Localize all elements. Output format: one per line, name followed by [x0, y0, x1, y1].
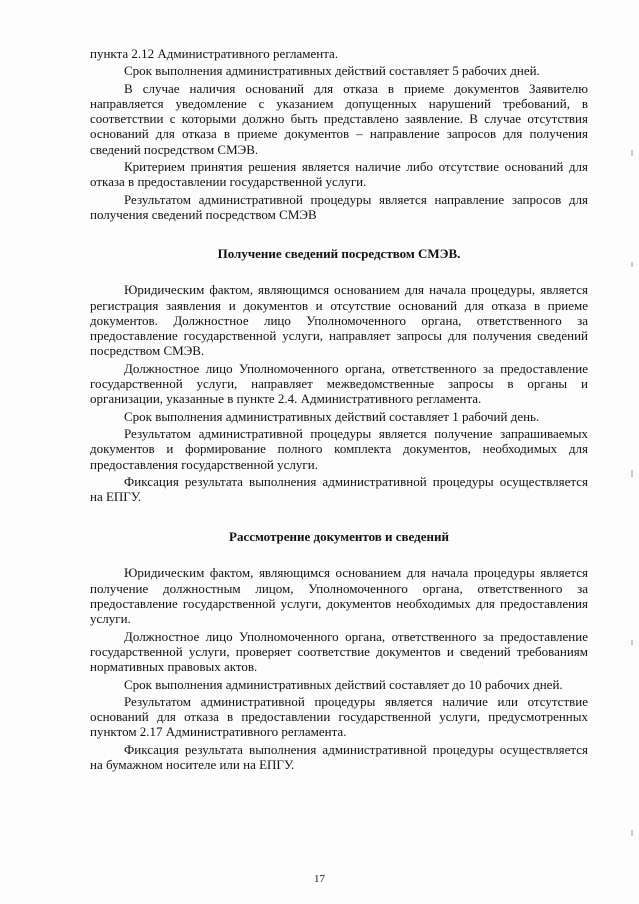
scan-artifact	[631, 150, 633, 156]
scan-artifact	[631, 470, 633, 477]
paragraph: Фиксация результата выполнения административной процедуры осуществляется на ЕПГУ.	[90, 473, 588, 505]
scan-artifact	[631, 640, 633, 645]
section-heading: Рассмотрение документов и сведений	[229, 529, 449, 545]
paragraph: Должностное лицо Уполномоченного органа, ответственного за предоставление государственной услуги, проверяет соответствие документов и сведений требованиям нормативных правовых актов.	[90, 628, 588, 675]
paragraph: пункта 2.12 Административного регламента.	[90, 46, 339, 61]
paragraph: Юридическим фактом, являющимся основанием для начала процедуры, является регистрация заявления и документов и отсутствие оснований для отказа в приеме документов. Должностное лицо Уполномоченного органа, ответственного за предоставление государственной услуги, направляет запросы для получения сведений посредством СМЭВ.	[90, 282, 588, 359]
paragraph: Результатом административной процедуры является получение запрашиваемых документов и формирование полного комплекта документов, необходимых для предоставления государственной услуги.	[90, 425, 588, 472]
section-heading: Получение сведений посредством СМЭВ.	[217, 246, 461, 262]
scan-artifact	[631, 262, 633, 267]
scan-artifact	[631, 830, 633, 836]
paragraph: Должностное лицо Уполномоченного органа, ответственного за предоставление государственной услуги, направляет межведомственные запросы в органы и организации, указанные в пункте 2.4. Административного регламента.	[90, 360, 588, 407]
paragraph: Критерием принятия решения является наличие либо отсутствие оснований для отказа в предоставлении государственной услуги.	[90, 159, 588, 190]
paragraph: Фиксация результата выполнения административной процедуры осуществляется на бумажном носителе или на ЕПГУ.	[90, 741, 588, 772]
paragraph: Срок выполнения административных действий составляет 5 рабочих дней.	[124, 63, 540, 79]
paragraph: В случае наличия оснований для отказа в приеме документов Заявителю направляется уведомление с указанием допущенных нарушений требований, в соответствии с которыми должно быть представлено заявление. В случае отсутствия оснований для отказа в приеме документов – направление запросов для получения сведений посредством СМЭВ.	[90, 80, 588, 157]
paragraph: Срок выполнения административных действий составляет 1 рабочий день.	[124, 408, 540, 424]
paragraph: Юридическим фактом, являющимся основанием для начала процедуры является получение должностным лицом, Уполномоченного органа, ответственного за предоставление государственной услуги, документов необходимых для предоставления услуги.	[90, 565, 588, 627]
document-body	[90, 46, 588, 772]
paragraph: Результатом административной процедуры является направление запросов для получения сведений посредством СМЭВ	[90, 191, 588, 222]
page-number: 17	[314, 873, 325, 885]
paragraph: Срок выполнения административных действий составляет до 10 рабочих дней.	[124, 676, 563, 692]
paragraph: Результатом административной процедуры является наличие или отсутствие оснований для отказа в предоставлении государственной услуги, предусмотренных пунктом 2.17 Административного регламента.	[90, 693, 588, 740]
